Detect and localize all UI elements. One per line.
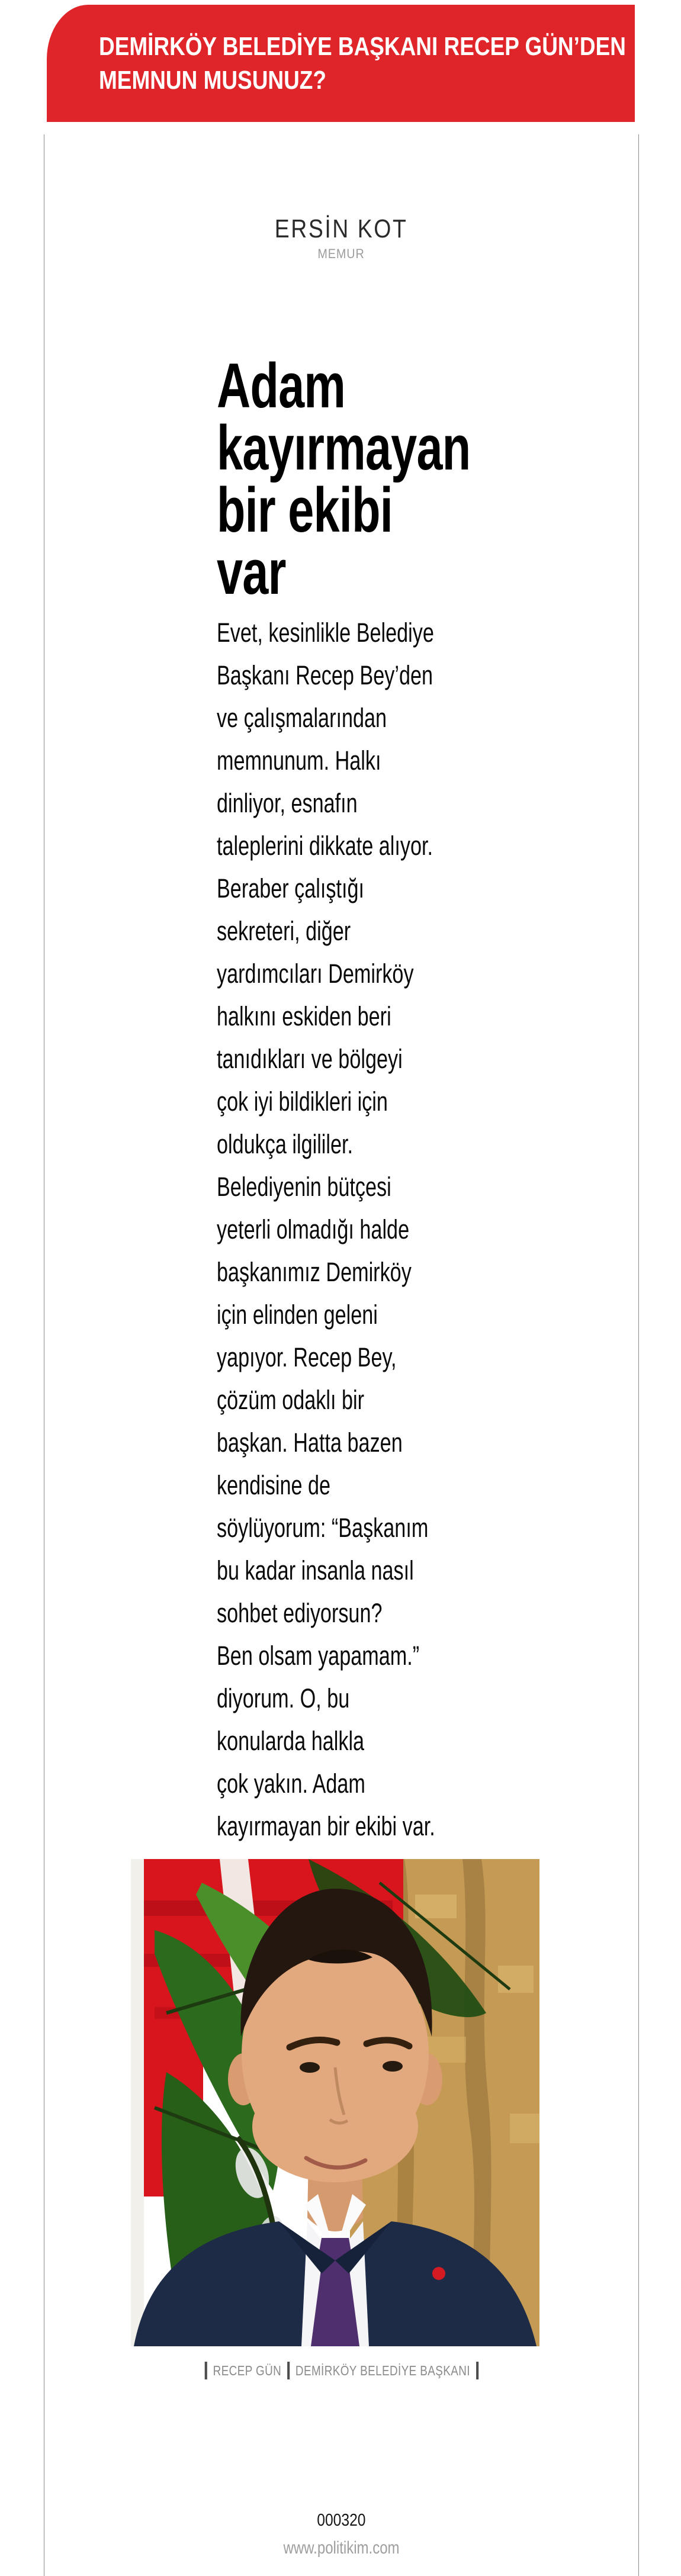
interviewee-name xyxy=(44,214,638,244)
interviewee-role xyxy=(44,246,638,262)
body-line: sohbet ediyorsun? xyxy=(217,1598,383,1628)
body-line: bu kadar insanla nasıl xyxy=(217,1555,414,1586)
photo-caption xyxy=(44,2362,638,2382)
body-line: halkını eskiden beri xyxy=(217,1001,391,1031)
portrait-photo xyxy=(131,1859,539,2346)
headline-line: bir ekibi xyxy=(217,474,393,545)
body-line: tanıdıkları ve bölgeyi xyxy=(217,1044,403,1074)
page-code-text: 000320 xyxy=(317,2511,366,2530)
body-line: başkanımız Demirköy xyxy=(217,1257,412,1287)
body-line: için elinden geleni xyxy=(217,1300,378,1330)
body-line: sekreteri, diğer xyxy=(217,916,351,946)
body-line: diyorum. O, bu xyxy=(217,1683,350,1713)
header-question xyxy=(47,5,635,97)
body-line: çok iyi bildikleri için xyxy=(217,1086,388,1117)
caption-separator-bar xyxy=(287,2362,290,2379)
header-question-line: MEMNUN MUSUNUZ? xyxy=(99,66,326,95)
body-line: yeterli olmadığı halde xyxy=(217,1214,410,1244)
body-line: yapıyor. Recep Bey, xyxy=(217,1342,397,1372)
body-line: oldukça ilgililer. xyxy=(217,1129,354,1159)
body-line: yardımcıları Demirköy xyxy=(217,959,414,989)
website-url xyxy=(44,2538,638,2558)
caption-separator-bar xyxy=(204,2362,207,2379)
body-line: başkan. Hatta bazen xyxy=(217,1427,403,1458)
body-line: dinliyor, esnafın xyxy=(217,788,358,818)
body-line: Evet, kesinlikle Belediye xyxy=(217,618,434,648)
body-line: konularda halkla xyxy=(217,1726,365,1756)
article-headline xyxy=(217,350,560,607)
eye-left xyxy=(300,2062,320,2073)
interviewee-name-text: ERSİN KOT xyxy=(275,214,408,243)
body-line: çok yakın. Adam xyxy=(217,1768,365,1799)
interviewee-role-text: MEMUR xyxy=(317,246,365,261)
body-line: Başkanı Recep Bey’den xyxy=(217,660,433,690)
body-line: kayırmayan bir ekibi var. xyxy=(217,1811,435,1841)
header-banner xyxy=(47,5,635,122)
body-line: Beraber çalıştığı xyxy=(217,873,365,903)
headline-line: kayırmayan xyxy=(217,412,471,483)
flag-pin xyxy=(432,2267,445,2280)
caption-separator-bar xyxy=(476,2362,478,2379)
caption-person-title: DEMİRKÖY BELEDİYE BAŞKANI xyxy=(295,2362,470,2378)
caption-person-name: RECEP GÜN xyxy=(213,2362,281,2378)
page-code xyxy=(44,2511,638,2530)
website-url-text: www.politikim.com xyxy=(283,2538,400,2558)
header-question-line: DEMİRKÖY BELEDİYE BAŞKANI RECEP GÜN’DEN xyxy=(99,32,626,61)
headline-line: Adam xyxy=(217,350,346,421)
body-line: ve çalışmalarından xyxy=(217,703,387,733)
eye-right xyxy=(383,2061,403,2072)
article-body xyxy=(217,612,504,1848)
left-white-edge xyxy=(131,1859,144,2346)
body-line: kendisine de xyxy=(217,1470,331,1500)
body-line: Ben olsam yapamam.” xyxy=(217,1641,420,1671)
body-line: çözüm odaklı bir xyxy=(217,1385,365,1415)
portrait-illustration xyxy=(131,1859,539,2346)
body-line: söylüyorum: “Başkanım xyxy=(217,1513,429,1543)
body-line: memnunum. Halkı xyxy=(217,745,381,776)
body-line: taleplerini dikkate alıyor. xyxy=(217,831,433,861)
headline-line: var xyxy=(217,536,286,607)
body-line: Belediyenin bütçesi xyxy=(217,1172,391,1202)
article-card xyxy=(44,134,639,2576)
